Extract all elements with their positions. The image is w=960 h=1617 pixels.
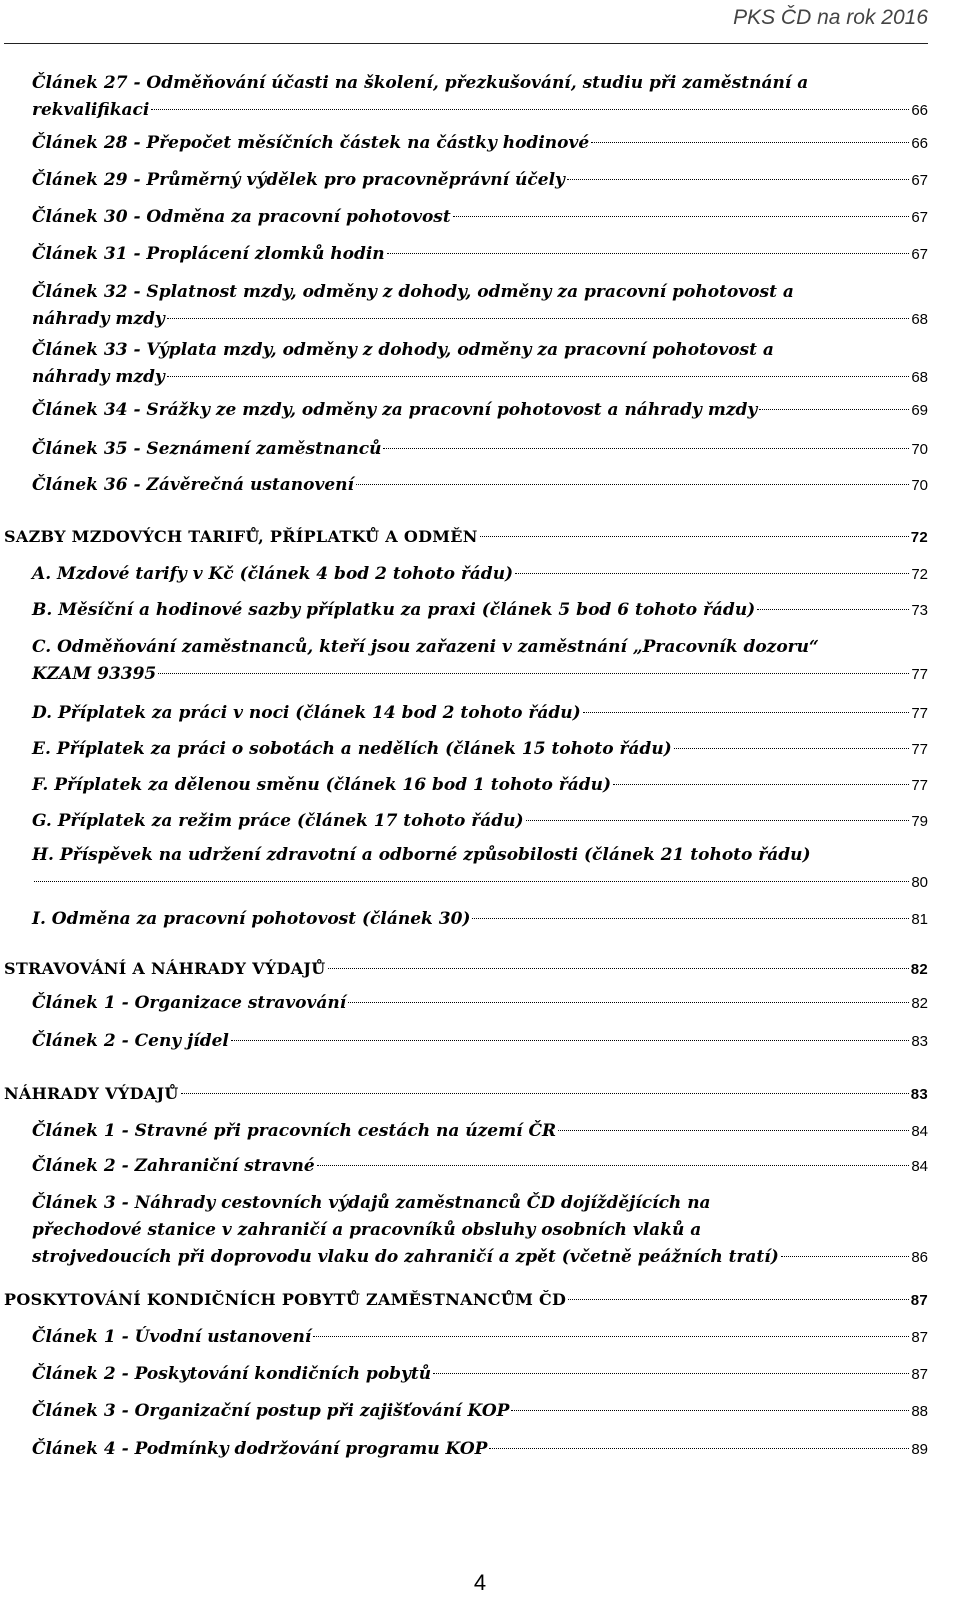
toc-entry[interactable]	[32, 1361, 928, 1388]
toc-entry[interactable]	[32, 241, 928, 268]
dot-leader	[317, 1165, 910, 1166]
toc-page-number: 88	[911, 1403, 928, 1420]
page-number: 4	[473, 1570, 487, 1595]
dot-leader	[356, 484, 909, 485]
dot-leader	[511, 1410, 909, 1411]
toc-entry-title: G. Příplatek za režim práce (článek 17 tohoto řádu)	[32, 811, 524, 831]
dot-leader	[567, 179, 909, 180]
toc-section-entry[interactable]	[4, 1286, 928, 1314]
toc-page-number: 68	[911, 369, 928, 386]
toc-entry[interactable]	[32, 1028, 928, 1055]
dot-leader	[158, 673, 909, 674]
toc-entry-title: Článek 1 - Organizace stravování	[32, 993, 347, 1013]
dot-leader	[167, 318, 910, 319]
dot-leader	[515, 573, 909, 574]
dot-leader	[480, 536, 909, 537]
toc-entry-title: Článek 28 - Přepočet měsíčních částek na částky hodinové	[32, 133, 590, 153]
toc-page-number: 87	[910, 1292, 928, 1309]
toc-entry[interactable]	[32, 1436, 928, 1463]
toc-entry-title: D. Příplatek za práci v noci (článek 14 bod 2 tohoto řádu)	[32, 703, 581, 723]
toc-entry-title-line: C. Odměňování zaměstnanců, kteří jsou zařazeni v zaměstnání „Pracovník dozoru“	[32, 637, 819, 657]
toc-entry[interactable]	[32, 634, 928, 688]
toc-entry-title: A. Mzdové tarify v Kč (článek 4 bod 2 tohoto řádu)	[32, 564, 514, 584]
running-header: PKS ČD na rok 2016	[733, 6, 928, 29]
toc-entry-title: náhrady mzdy	[32, 367, 165, 387]
toc-entry[interactable]	[32, 808, 928, 835]
toc-page-number: 72	[910, 529, 928, 546]
dot-leader	[387, 253, 910, 254]
toc-entry-title-line: Článek 27 - Odměňování účasti na školení, přezkušování, studiu při zaměstnání a	[32, 73, 809, 93]
toc-entry-title: Článek 2 - Ceny jídel	[32, 1031, 229, 1051]
toc-page-number: 87	[911, 1329, 928, 1346]
toc-entry-title: Článek 2 - Poskytování kondičních pobytů	[32, 1364, 432, 1384]
toc-entry-title: E. Příplatek za práci o sobotách a nedělích (článek 15 tohoto řádu)	[32, 739, 672, 759]
toc-section-entry[interactable]	[4, 523, 928, 551]
dot-leader	[472, 918, 909, 919]
toc-page-number: 82	[910, 961, 928, 978]
toc-page-number: 84	[911, 1158, 928, 1175]
toc-page-number: 79	[911, 813, 928, 830]
toc-entry[interactable]	[32, 1398, 928, 1425]
dot-leader	[757, 609, 909, 610]
dot-leader	[231, 1040, 909, 1041]
toc-entry-title: Článek 3 - Organizační postup při zajišťování KOP	[32, 1401, 510, 1421]
toc-entry-title-line: H. Příspěvek na udržení zdravotní a odborné způsobilosti (článek 21 tohoto řádu)	[32, 845, 811, 865]
toc-page-number: 86	[911, 1249, 928, 1266]
dot-leader	[558, 1130, 909, 1131]
toc-entry-title: Článek 29 - Průměrný výdělek pro pracovněprávní účely	[32, 170, 565, 190]
toc-page-number: 68	[911, 311, 928, 328]
toc-page-number: 66	[911, 102, 928, 119]
toc-page-number: 72	[911, 566, 928, 583]
toc-entry[interactable]	[32, 906, 928, 933]
toc-entry-title: KZAM 93395	[32, 664, 157, 684]
dot-leader	[167, 376, 910, 377]
toc-entry[interactable]	[32, 736, 928, 763]
dot-leader	[583, 712, 910, 713]
toc-entry[interactable]	[32, 204, 928, 231]
toc-entry-title: rekvalifikaci	[32, 100, 150, 120]
toc-entry[interactable]	[32, 130, 928, 157]
toc-page-number: 77	[911, 741, 928, 758]
toc-entry[interactable]	[32, 472, 928, 499]
toc-entry-title: Článek 2 - Zahraniční stravné	[32, 1156, 315, 1176]
toc-entry-title: Článek 1 - Úvodní ustanovení	[32, 1327, 312, 1347]
toc-section-entry[interactable]	[4, 1080, 928, 1108]
toc-entry[interactable]	[32, 167, 928, 194]
toc-entry-title: NÁHRADY VÝDAJŮ	[4, 1084, 179, 1103]
dot-leader	[759, 409, 909, 410]
dot-leader	[348, 1002, 909, 1003]
dot-leader	[781, 1256, 910, 1257]
toc-entry-title-line: přechodové stanice v zahraničí a pracovníků obsluhy osobních vlaků a	[32, 1220, 702, 1240]
dot-leader	[151, 109, 909, 110]
toc-page-number: 69	[911, 402, 928, 419]
toc-entry-title: Článek 35 - Seznámení zaměstnanců	[32, 439, 382, 459]
toc-entry-title: náhrady mzdy	[32, 309, 165, 329]
toc-entry-title: STRAVOVÁNÍ A NÁHRADY VÝDAJŮ	[4, 959, 326, 978]
toc-entry-title-line: Článek 3 - Náhrady cestovních výdajů zaměstnanců ČD dojíždějících na	[32, 1193, 711, 1213]
toc-entry[interactable]	[32, 1153, 928, 1180]
toc-entry-title: Článek 4 - Podmínky dodržování programu KOP	[32, 1439, 488, 1459]
toc-entry[interactable]	[32, 597, 928, 624]
toc-entry[interactable]	[32, 990, 928, 1017]
toc-entry[interactable]	[32, 561, 928, 588]
toc-entry-title: Článek 36 - Závěrečná ustanovení	[32, 475, 354, 495]
toc-entry-title: Článek 31 - Proplácení zlomků hodin	[32, 244, 385, 264]
dot-leader	[328, 968, 909, 969]
toc-entry[interactable]	[32, 1190, 928, 1271]
toc-entry-title: SAZBY MZDOVÝCH TARIFŮ, PŘÍPLATKŮ A ODMĚN	[4, 527, 478, 546]
toc-page-number: 77	[911, 705, 928, 722]
toc-page-number: 83	[910, 1086, 928, 1103]
toc-entry[interactable]	[32, 1118, 928, 1145]
dot-leader	[313, 1336, 909, 1337]
toc-page-number: 70	[911, 477, 928, 494]
toc-entry[interactable]	[32, 842, 928, 896]
toc-page-number: 66	[911, 135, 928, 152]
toc-entry-title: I. Odměna za pracovní pohotovost (článek 30)	[32, 909, 471, 929]
dot-leader	[568, 1299, 909, 1300]
toc-page-number: 67	[911, 209, 928, 226]
dot-leader	[613, 784, 909, 785]
toc-page-number: 89	[911, 1441, 928, 1458]
dot-leader	[591, 142, 909, 143]
toc-section-entry[interactable]	[4, 955, 928, 983]
dot-leader	[526, 820, 910, 821]
header-rule	[4, 43, 928, 44]
dot-leader	[489, 1448, 909, 1449]
toc-entry[interactable]	[32, 436, 928, 463]
toc-entry-title-line: Článek 33 - Výplata mzdy, odměny z dohody, odměny za pracovní pohotovost a	[32, 340, 774, 360]
dot-leader	[674, 748, 910, 749]
toc-page-number: 77	[911, 777, 928, 794]
dot-leader	[383, 448, 909, 449]
toc-page-number: 81	[911, 911, 928, 928]
toc-entry[interactable]	[32, 772, 928, 799]
toc-entry-title: POSKYTOVÁNÍ KONDIČNÍCH POBYTŮ ZAMĚSTNANCŮM ČD	[4, 1290, 567, 1309]
toc-entry-title: Článek 1 - Stravné při pracovních cestách na území ČR	[32, 1121, 557, 1141]
dot-leader	[34, 881, 909, 882]
dot-leader	[433, 1373, 909, 1374]
toc-entry-title: Článek 34 - Srážky ze mzdy, odměny za pracovní pohotovost a náhrady mzdy	[32, 400, 758, 420]
toc-page-number: 83	[911, 1033, 928, 1050]
toc-page-number: 82	[911, 995, 928, 1012]
dot-leader	[453, 216, 910, 217]
toc-page-number: 67	[911, 246, 928, 263]
toc-entry[interactable]	[32, 337, 928, 391]
toc-page-number: 87	[911, 1366, 928, 1383]
toc-page-number: 84	[911, 1123, 928, 1140]
toc-page-number: 77	[911, 666, 928, 683]
toc-entry[interactable]	[32, 70, 928, 124]
toc-page-number: 67	[911, 172, 928, 189]
toc-entry-title: strojvedoucích při doprovodu vlaku do zahraničí a zpět (včetně peážních tratí)	[32, 1247, 779, 1267]
toc-entry-title: F. Příplatek za dělenou směnu (článek 16 bod 1 tohoto řádu)	[32, 775, 612, 795]
toc-page-number: 73	[911, 602, 928, 619]
dot-leader	[181, 1093, 909, 1094]
toc-entry-title: Článek 30 - Odměna za pracovní pohotovost	[32, 207, 451, 227]
toc-page-number: 80	[911, 874, 928, 891]
toc-page-number: 70	[911, 441, 928, 458]
toc-entry[interactable]	[32, 397, 928, 424]
toc-entry[interactable]	[32, 279, 928, 333]
toc-entry[interactable]	[32, 700, 928, 727]
toc-entry-title: B. Měsíční a hodinové sazby příplatku za praxi (článek 5 bod 6 tohoto řádu)	[32, 600, 756, 620]
toc-entry[interactable]	[32, 1324, 928, 1351]
toc-entry-title-line: Článek 32 - Splatnost mzdy, odměny z dohody, odměny za pracovní pohotovost a	[32, 282, 794, 302]
